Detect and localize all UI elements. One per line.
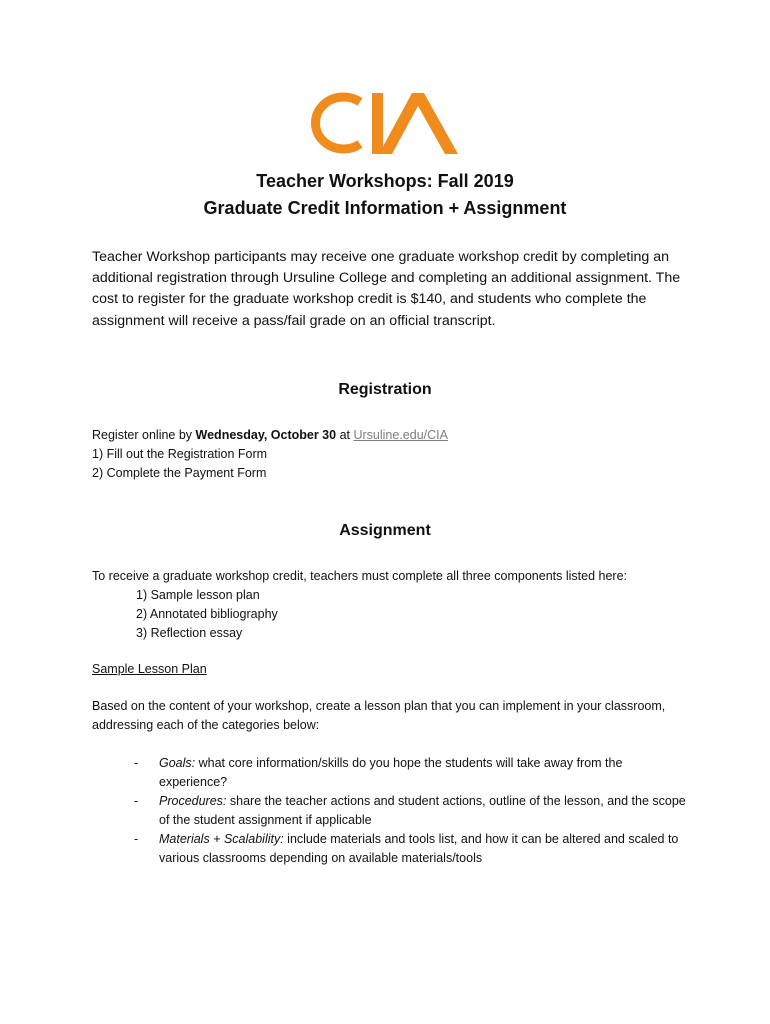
category-item: [92, 830, 692, 868]
category-term: Procedures:: [159, 794, 227, 808]
registration-step: 1) Fill out the Registration Form: [92, 447, 268, 461]
category-list: [92, 754, 692, 868]
category-item: [92, 792, 692, 830]
cia-logo: [308, 90, 460, 156]
assignment-block: [92, 567, 712, 643]
registration-heading: Registration: [338, 381, 432, 398]
dash-bullet: -: [134, 756, 139, 770]
category-text: include materials and tools list, and how it can be altered and scaled to various classrooms depending on available materials/tools: [159, 832, 679, 865]
category-text: share the teacher actions and student actions, outline of the lesson, and the scope of the student assignment if applicable: [159, 794, 686, 827]
registration-block: [92, 426, 712, 483]
page-subtitle: Graduate Credit Information + Assignment: [203, 198, 567, 218]
category-text: what core information/skills do you hope the students will take away from the experience?: [159, 756, 623, 789]
lesson-plan-heading: Sample Lesson Plan: [92, 662, 207, 676]
register-line: [92, 426, 712, 445]
component-item: 1) Sample lesson plan: [136, 588, 260, 602]
intro-paragraph: Teacher Workshop participants may receive one graduate workshop credit by completing an additional registration through Ursuline College and completing an additional assignment. The cost to register for the graduate workshop credit is $140, and students who complete the assignment will receive a pass/fail grade on an official transcript.: [92, 249, 681, 329]
register-at: at: [336, 428, 354, 442]
registration-step: 2) Complete the Payment Form: [92, 466, 267, 480]
register-prefix: Register online by: [92, 428, 196, 442]
component-item: 3) Reflection essay: [136, 626, 243, 640]
dash-bullet: -: [134, 832, 139, 846]
registration-deadline: Wednesday, October 30: [195, 428, 337, 442]
assignment-heading: Assignment: [339, 522, 431, 539]
category-item: [92, 754, 692, 792]
assignment-intro: To receive a graduate workshop credit, teachers must complete all three components listed here:: [92, 569, 627, 583]
ursuline-link[interactable]: Ursuline.edu/CIA: [353, 428, 448, 442]
component-item: 2) Annotated bibliography: [136, 607, 278, 621]
category-term: Goals:: [159, 756, 196, 770]
dash-bullet: -: [134, 794, 139, 808]
category-term: Materials + Scalability:: [159, 832, 284, 846]
lesson-plan-intro: Based on the content of your workshop, create a lesson plan that you can implement in your classroom, addressing each of the categories below:: [92, 699, 666, 732]
page-title: Teacher Workshops: Fall 2019: [256, 171, 514, 191]
